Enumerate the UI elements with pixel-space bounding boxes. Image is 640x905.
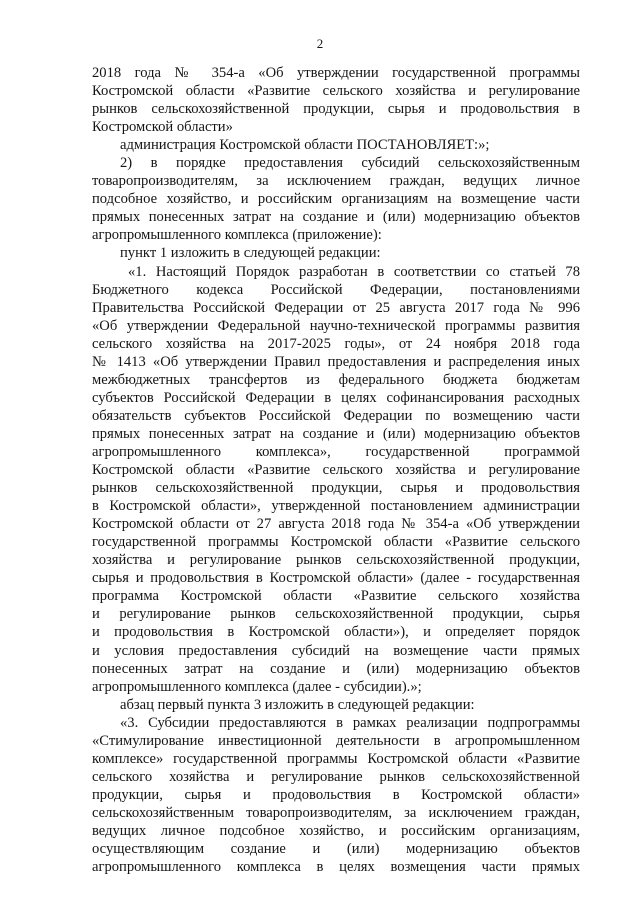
text-line: хозяйства и регулирование рынков сельскохозяйственной продукции, <box>92 552 580 569</box>
text-line: рынков сельскохозяйственной продукции, сырья и продовольствия в <box>92 101 580 118</box>
text-line: осуществляющим создание и (или) модернизацию объектов <box>92 841 580 858</box>
text-line: сельскохозяйственным товаропроизводителям, за исключением граждан, <box>92 804 580 821</box>
text-line: государственной программы Костромской области «Развитие сельского <box>92 534 580 551</box>
text-line: агропромышленного комплекса в целях возмещения части прямых <box>92 859 580 876</box>
text-line: ведущих личное подсобное хозяйство, и российским организациям, <box>92 822 580 839</box>
text-line: 2018 года № 354-а «Об утверждении государственной программы <box>92 65 580 81</box>
text-line: прямых понесенных затрат на создание и (или) модернизацию объектов <box>92 425 580 442</box>
text-line: и продовольствия в Костромской области»), и определяет порядок <box>92 624 580 641</box>
text-line: 2) в порядке предоставления субсидий сельскохозяйственным <box>120 155 580 172</box>
text-line: понесенных затрат на создание и (или) модернизацию объектов <box>92 660 580 677</box>
text-line: Костромской области» <box>92 119 233 136</box>
text-line: прямых понесенных затрат на создание и (или) модернизацию объектов <box>92 209 580 226</box>
text-line: пункт 1 изложить в следующей редакции: <box>120 245 381 262</box>
text-line: программа Костромской области «Развитие сельского хозяйства <box>92 588 580 605</box>
text-line: сельского хозяйства и регулирование рынков сельскохозяйственной <box>92 768 580 785</box>
text-line: «Об утверждении Федеральной научно-технической программы развития <box>92 317 580 334</box>
body-text <box>92 64 580 876</box>
text-line: Костромской области от 27 августа 2018 года № 354-а «Об утверждении <box>92 516 580 533</box>
text-line: Бюджетного кодекса Российской Федерации, постановлениями <box>92 281 580 298</box>
text-line: и условия предоставления субсидий на возмещение части прямых <box>92 642 580 659</box>
text-line: подсобное хозяйство, и российским организациям на возмещение части <box>92 191 580 208</box>
text-line: сельского хозяйства на 2017-2025 годы», от 24 ноября 2018 года <box>92 335 580 352</box>
text-line: обязательств субъектов Российской Федерации по возмещению части <box>92 407 580 424</box>
text-line: абзац первый пункта 3 изложить в следующей редакции: <box>120 696 475 713</box>
text-line: «3. Субсидии предоставляются в рамках реализации подпрограммы <box>120 714 580 731</box>
text-line: продукции, сырья и продовольствия в Костромской области» <box>92 786 580 803</box>
text-line: администрация Костромской области ПОСТАНОВЛЯЕТ:»; <box>120 137 490 154</box>
page-number: 2 <box>316 36 324 51</box>
text-line: Костромской области «Развитие сельского хозяйства и регулирование <box>92 83 580 100</box>
text-line: субъектов Российской Федерации в целях софинансирования расходных <box>92 389 580 406</box>
text-line: № 1413 «Об утверждении Правил предоставления и распределения иных <box>92 353 580 370</box>
text-line: агропромышленного комплекса (далее - субсидии).»; <box>92 678 422 695</box>
text-line: и регулирование рынков сельскохозяйственной продукции, сырья <box>92 606 580 623</box>
text-line: агропромышленного комплекса (приложение): <box>92 227 382 244</box>
text-line: агропромышленного комплекса», государственной программой <box>92 443 580 460</box>
text-line: «Стимулирование инвестиционной деятельности в агропромышленном <box>92 732 580 749</box>
text-line: рынков сельскохозяйственной продукции, сырья и продовольствия <box>92 480 580 497</box>
text-line: Правительства Российской Федерации от 25 августа 2017 года № 996 <box>92 299 580 316</box>
text-line: товаропроизводителям, за исключением граждан, ведущих личное <box>92 173 580 190</box>
text-line: Костромской области «Развитие сельского хозяйства и регулирование <box>92 462 580 479</box>
text-line: межбюджетных трансфертов из федерального бюджета бюджетам <box>92 371 580 388</box>
text-line: комплексе» государственной программы Костромской области «Развитие <box>92 750 580 767</box>
text-line: в Костромской области», утвержденной постановлением администрации <box>92 498 580 515</box>
text-line: «1. Настоящий Порядок разработан в соответствии со статьей 78 <box>128 263 580 280</box>
text-line: сырья и продовольствия в Костромской области» (далее - государственная <box>92 570 580 587</box>
